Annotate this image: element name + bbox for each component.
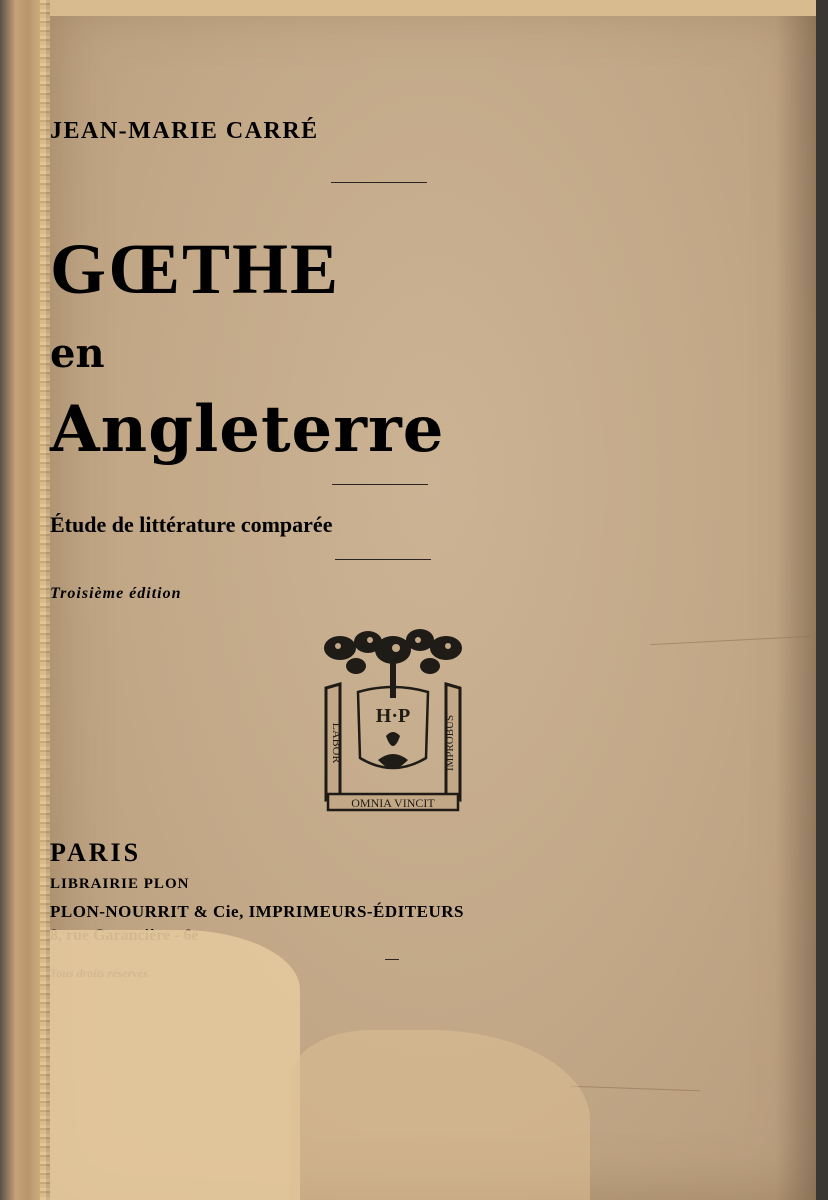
publisher-name: LIBRAIRIE PLON	[50, 876, 190, 892]
subtitle: Étude de littérature comparée	[50, 512, 333, 537]
paper-crease	[570, 1086, 700, 1092]
short-rule	[385, 959, 399, 960]
publisher-imprint: PLON-NOURRIT & Cie, IMPRIMEURS-ÉDITEURS	[50, 902, 464, 921]
divider-rule	[331, 182, 427, 183]
divider-rule	[335, 559, 431, 560]
monogram: H·P	[375, 705, 411, 727]
worn-edge-top	[50, 0, 816, 16]
motto-bottom: OMNIA VINCIT	[351, 796, 435, 810]
motto-right: IMPROBUS	[444, 714, 456, 772]
title-goethe: GŒTHE	[50, 229, 341, 309]
title-en: en	[50, 330, 105, 377]
author-name: JEAN-MARIE CARRÉ	[50, 118, 319, 144]
divider-rule	[332, 484, 428, 485]
title-angleterre: Angleterre	[50, 392, 445, 467]
motto-left: LABOR	[330, 722, 344, 764]
worn-corner	[50, 930, 300, 1200]
city: PARIS	[50, 838, 142, 867]
printer-mark	[318, 628, 468, 813]
bee-emblem	[386, 732, 400, 746]
edition-label: Troisième édition	[50, 585, 182, 602]
